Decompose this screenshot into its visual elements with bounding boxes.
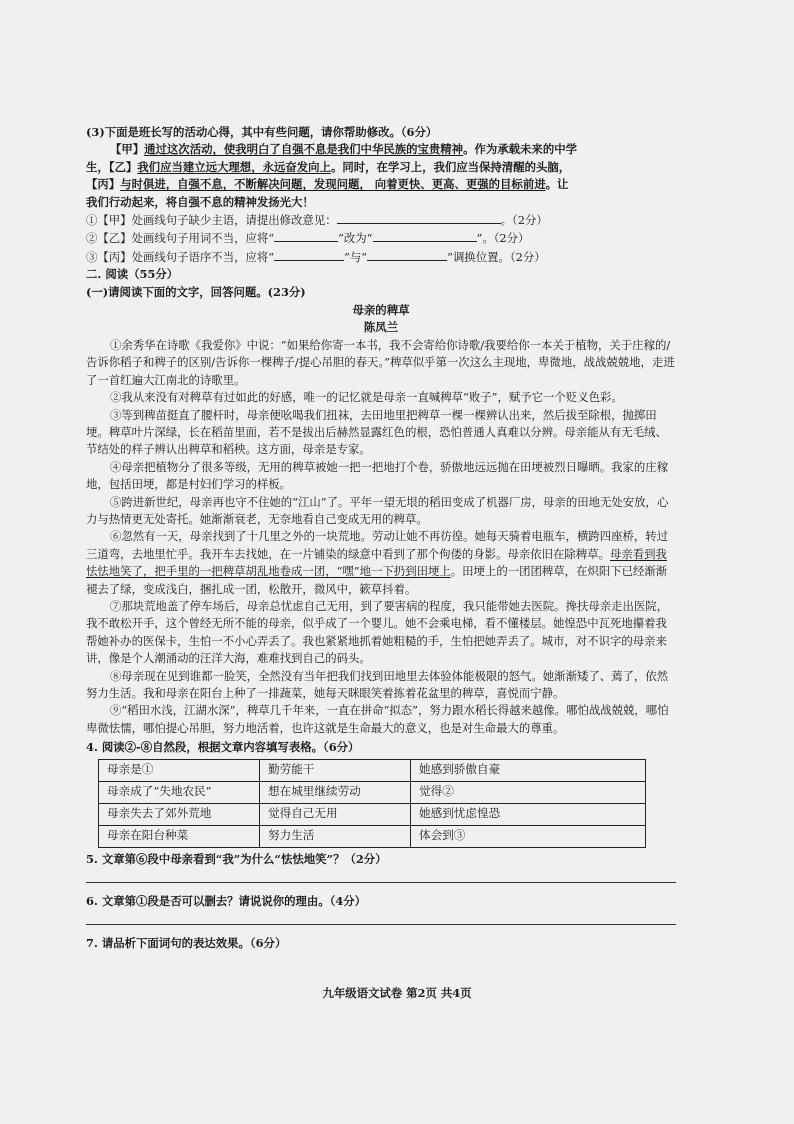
table-cell: 母亲失去了郊外荒地 [99,803,260,825]
answer-blank[interactable] [274,229,338,242]
paragraph-1: ①余秀华在诗歌《我爱你》中说：“如果给你寄一本书，我不会寄给你诗歌/我要给你一本关于植物，关于庄稼的/告诉你稻子和稗子的区别/告诉你一棵稗子/提心吊胆的春天。”稗草似乎第一次这么主现地，卑微地，战战兢兢地，走进了一首红遍大江南北的诗歌里。 [86,337,675,387]
question-5: 5. 文章第⑥段中母亲看到“我”为什么“怯怯地笑”？（2分） [86,851,387,866]
table-cell: 体会到③ [411,825,646,847]
question-7: 7. 请品析下面词句的表达效果。（6分） [86,936,287,951]
answer-blank[interactable] [367,248,447,261]
subsection-heading: (一)请阅读下面的文字，回答问题。(23分) [86,284,306,299]
answer-blank[interactable] [337,211,501,224]
question-4: 4. 阅读②-⑧自然段，根据文章内容填写表格。（6分） [86,740,360,755]
paragraph-2: ②我从来没有对稗草有过如此的好感，唯一的记忆就是母亲一直喊稗草“败子”，赋予它一个贬义色彩。 [109,390,623,405]
answer-line[interactable] [86,910,676,925]
jia-sentence: 通过这次活动，使我明白了自强不息是我们中华民族的宝贵精神 [144,142,464,157]
bing-tag: 【丙】 [86,177,121,192]
page-footer: 九年级语文试卷 第2页 共4页 [322,986,472,1000]
table-row [99,781,646,803]
table-row [99,803,646,825]
yi-sentence: 我们应当建立远大理想，永远奋发向上 [137,159,331,174]
reflection-line-4: 我们行动起来，将自强不息的精神发扬光大！ [86,194,314,209]
sub-question-2: ②【乙】处画线句子用词不当，应将“ ”改为“ ”。（2分） [86,231,530,246]
answer-blank[interactable] [373,229,477,242]
question-3-heading: (3)下面是班长写的活动心得，其中有些问题，请你帮助修改。（6分） [86,125,438,139]
article-title: 母亲的稗草 [352,303,410,318]
paragraph-3: ③等到稗苗挺直了腰杆时，母亲便吆喝我们扭袜，去田地里把稗草一棵一棵辨认出来，然后拔至除根，抛掷田埂。稗草叶片深绿，长在稻苗里面，若不是拔出后赫然显露红色的根，恐怕普通人真难以分辨。母亲能从有无毛绒、节结处的样子辨认出稗草和稻秧。这方面，母亲是专家。 [86,407,667,457]
table-cell: 母亲在阳台种菜 [99,825,260,847]
paragraph-8: ⑧母亲现在见到谁都一脸笑，全然没有当年把我们找到田地里去体验体能极限的怒气。她渐渐矮了、蔫了，依然努力生活。我和母亲在阳台上种了一排蔬菜，她每天眯眼笑着拣着花盆里的稗草，喜悦而宁静。 [86,668,669,700]
table-cell: 勤劳能干 [260,759,411,781]
table-cell: 她感到骄傲自豪 [411,759,646,781]
section-heading: 二. 阅读（55分） [86,267,179,282]
question-6: 6. 文章第①段是否可以删去？请说说你的理由。（4分） [86,894,367,909]
paragraph-9: ⑨“稻田水浅，江湖水深”，稗草几千年来，一直在拼命“拟态”，努力跟水稻长得越来越像。哪怕战战兢兢，哪怕卑微怯懦，哪怕提心吊胆，努力地活着，也许这就是生命最大的意义，也是对生命最大的尊重。 [86,703,669,735]
table-cell: 她感到忧虑惶恐 [411,803,646,825]
fill-table [98,759,646,848]
table-row [99,825,646,847]
table-row [99,759,646,781]
answer-line[interactable] [86,868,676,883]
table-cell: 母亲成了“失地农民” [99,781,260,803]
jia-tag: 【甲】 [109,142,145,157]
paragraph-4: ④母亲把植物分了很多等级，无用的稗草被她一把一把地打个卷，骄傲地远远抛在田埂被烈日曝晒。我家的庄稼地，包括田埂，都是村妇们学习的样板。 [86,459,669,492]
table-cell: 觉得② [411,781,646,803]
reflection-line-1: 【甲】通过这次活动，使我明白了自强不息是我们中华民族的宝贵精神。作为承载未来的中学 [109,142,577,157]
paragraph-5: ⑤跨进新世纪，母亲再也守不住她的“江山”了。平年一望无垠的稻田变成了机器厂房，母亲的田地无处安放，心力与热情更无处寄托。她渐渐衰老，无奈地看自己变成无用的稗草。 [86,494,669,526]
paragraph-6: ⑥忽然有一天，母亲找到了十几里之外的一块荒地。劳动让她不再彷徨。她每天骑着电瓶车，横跨四座桥，转过三道弯，去地里忙乎。我开车去找她，在一片铺染的绿意中看到了那个佝偻的身影。母亲依旧在除稗草。母亲看到我怯怯地笑了，把手里的一把稗草胡乱地卷成一团，“嘿”地一下扔到田埂上。田埂上的一团团稗草，在炽阳下已经渐渐褪去了绿，变成浅白，捆扎成一团，松散开，微风中，簌草抖着。 [86,529,669,596]
table-cell: 努力生活 [260,825,411,847]
sub-question-3: ③【丙】处画线句子语序不当，应将“ ”与“ ”调换位置。（2分） [86,249,546,264]
article-author: 陈凤兰 [363,320,399,335]
table-cell: 觉得自己无用 [260,803,411,825]
sub-question-1: ①【甲】处画线句子缺少主语，请提出修改意见： 。（2分） [86,213,548,228]
table-cell: 母亲是① [99,759,260,781]
reflection-line-3: 【丙】与时俱进，自强不息，不断解决问题，发现问题， 向着更快、更高、更强的目标前进。让 [86,177,569,192]
paragraph-7: ⑦那块荒地盖了停车场后，母亲总忧虑自己无用，到了要害病的程度，我只能带她去医院。搀扶母亲走出医院，我不敢松开手，这个曾经无所不能的母亲，似乎成了一个婴儿。她不会乘电梯，看不懂楼层。她惶恐中瓦死地攥着我帮她补办的医保卡，生怕一不小心弄丢了。我也紧紧地抓着她粗糙的手，生怕把她弄丢了。城市，对不识字的母亲来讲，像是个人潮涌动的汪洋大海，难难找到自己的码头。 [86,598,669,666]
yi-tag: 【乙】 [108,159,138,174]
answer-blank[interactable] [274,248,344,261]
underlined-sentence: 母亲看到我怯怯地笑了，把手里的一把稗草胡乱地卷成一团，“嘿”地一下扔到田埂上 [86,546,667,579]
reflection-line-2: 生，【乙】我们应当建立远大理想，永远奋发向上。同时，在学习上，我们应当保持清醒的头脑， [86,159,571,174]
table-cell: 想在城里继续劳动 [260,781,411,803]
bing-sentence: 与时俱进，自强不息，不断解决问题，发现问题， 向着更快、更高、更强的目标前进 [120,177,546,192]
